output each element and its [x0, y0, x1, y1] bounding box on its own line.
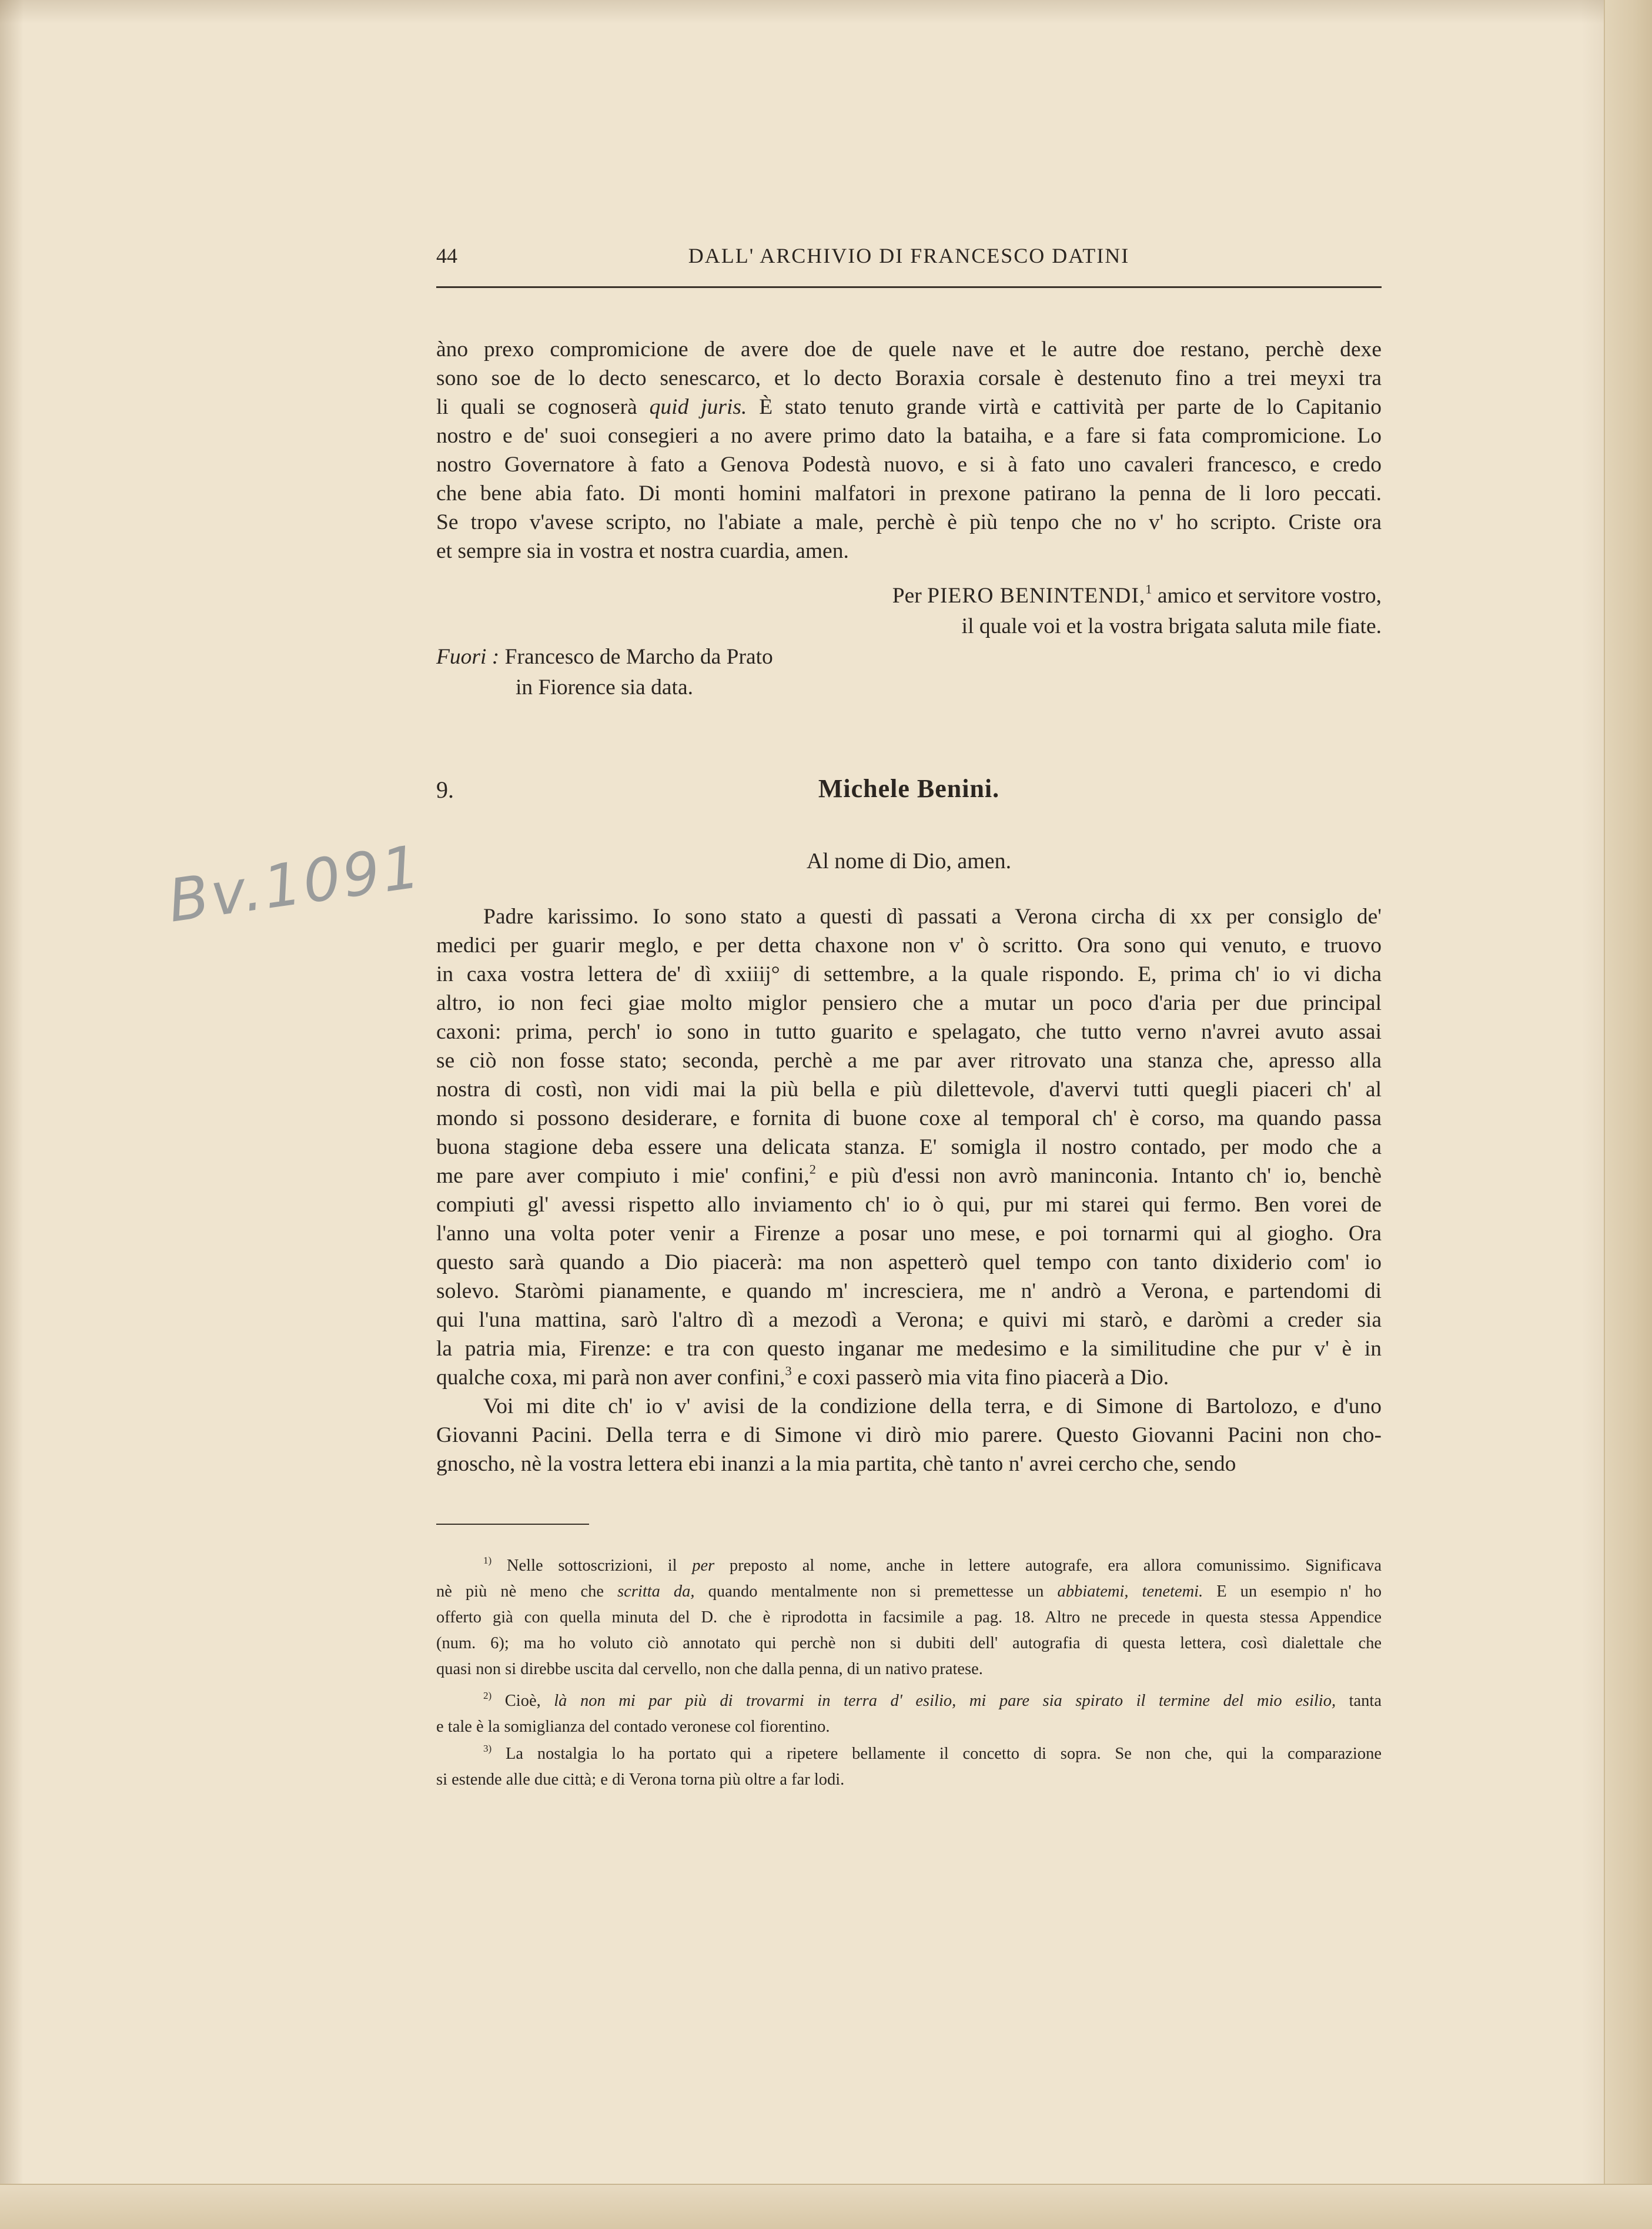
letter8-text — [436, 335, 1382, 565]
letter9-line: se ciò non fosse stato; seconda, perchè a me par aver ritrovato una stanza che, apresso alla — [436, 1049, 1382, 1073]
letter8-line: nostro Governatore à fato a Genova Podestà nuovo, e si à fato uno cavaleri francesco, e credo — [436, 453, 1382, 477]
letter9-line: me pare aver compiuto i mie' confini,$^2$ e più d'essi non avrò maninconia. Intanto ch' io, benchè — [436, 1162, 1382, 1188]
letter9-invocation: Al nome di Dio, amen. — [806, 849, 1012, 873]
footnote1-line: (num. 6); ma ho voluto ciò annotato qui perchè non si dubiti dell' autografia di questa lettera, così dialettale che — [436, 1634, 1382, 1652]
letter9-line: altro, io non feci giae molto miglor pensiero che a mutar un poco d'aria per due principal — [436, 991, 1382, 1015]
letter9-line: caxoni: prima, perch' io sono in tutto guarito e spelagato, che tutto verno n'avrei avuto assai — [436, 1020, 1382, 1044]
letter8-line: che bene abia fato. Di monti homini malfatori in prexone patirano la penna de li loro peccati. — [436, 481, 1382, 506]
letter9-line: Voi mi dite ch' io v' avisi de la condizione della terra, e di Simone di Bartolozo, e d'uno — [483, 1394, 1382, 1418]
letter9-line: qui l'una mattina, sarò l'altro dì a mezodì a Verona; e quivi mi starò, e daròmi a creder sia — [436, 1308, 1382, 1332]
letter8-line: et sempre sia in vostra et nostra cuardia, amen. — [436, 539, 849, 563]
footnote3-line: $^{3)}$ La nostalgia lo ha portato qui a ripetere bellamente il concetto di sopra. Se non che, qui la comparazione — [483, 1743, 1382, 1763]
footnote1-line: $^{1)}$ Nelle sottoscrizioni, il per preposto al nome, anche in lettere autografe, era allora comunissimo. Significava — [483, 1555, 1382, 1575]
letter9-line: questo sarà quando a Dio piacerà: ma non aspetterò quel tempo con tanto dixiderio com' io — [436, 1250, 1382, 1274]
signature-line-1: Per PIERO BENINTENDI,$^1$ amico et servitore vostro, — [892, 581, 1382, 608]
letter9-line: buona stagione deba essere una delicata stanza. E' somigla il nostro contado, per modo che a — [436, 1135, 1382, 1159]
footnote1-line: offerto già con quella minuta del D. che è riprodotta in facsimile a pag. 18. Altro ne precede in questa stessa Appendice — [436, 1608, 1382, 1626]
letter9-line: gnoscho, nè la vostra lettera ebi inanzi a la mia partita, chè tanto n' avrei cercho che, sendo — [436, 1452, 1236, 1476]
footnote1-line: nè più nè meno che scritta da, quando mentalmente non si premettesse un abbiatemi, tenetemi. E un esempio n' ho — [436, 1582, 1382, 1601]
page-header — [436, 243, 1382, 279]
footnote-3 — [436, 1741, 1382, 1793]
running-title: DALL' ARCHIVIO DI FRANCESCO DATINI — [688, 244, 1130, 267]
footnote2-line: $^{2)}$ Cioè, là non mi par più di trovarmi in terra d' esilio, mi pare sia spirato il termine del mio esilio, tanta — [483, 1690, 1382, 1710]
letter9-title: Michele Benini. — [818, 774, 1000, 803]
footnote-2 — [436, 1688, 1382, 1740]
signature-line-2: il quale voi et la vostra brigata saluta mile fiate. — [961, 614, 1382, 638]
letter9-line: mondo si possono desiderare, e fornita di buone coxe al temporal ch' è corso, ma quando passa — [436, 1106, 1382, 1130]
letter9-line: la patria mia, Firenze: e tra con questo inganar me medesimo e la similitudine che pur v' è in — [436, 1337, 1382, 1361]
fuori-label: Fuori : — [436, 645, 500, 669]
letter8-line: nostro e de' suoi consegieri a no avere primo dato la bataiha, e a fare si fata compromicione. Lo — [436, 424, 1382, 448]
header-rule — [436, 286, 1382, 288]
letter8-line: sono soe de lo decto senescarco, et lo decto Boraxia corsale è destenuto fino a trei meyxi tra — [436, 366, 1382, 390]
letter9-number: 9. — [436, 777, 454, 803]
footnote-rule — [436, 1524, 589, 1525]
page-number: 44 — [436, 244, 457, 267]
footnote2-line: e tale è la somiglianza del contado veronese col fiorentino. — [436, 1718, 830, 1736]
page-edge-right — [1604, 0, 1652, 2228]
letter9-line: Giovanni Pacini. Della terra e di Simone vi dirò mio parere. Questo Giovanni Pacini non cho- — [436, 1423, 1382, 1447]
signer-name: PIERO BENINTENDI, — [927, 584, 1146, 608]
letter9-line: qualche coxa, mi parà non aver confini,$^3$ e coxi passerò mia vita fino piacerà a Dio. — [436, 1363, 1169, 1390]
letter8-address: Fuori : Francesco de Marcho da Prato in Fiorence sia data. — [436, 645, 773, 700]
letter9-line: nostra di costì, non vidi mai la più bella e più dilettevole, d'avervi tutti quegli piaceri ch' al — [436, 1077, 1382, 1102]
letter9-text — [436, 902, 1382, 1478]
footnote3-line: si estende alle due città; e di Verona torna più oltre a far lodi. — [436, 1771, 845, 1789]
letter9-line: solevo. Staròmi pianamente, e quando m' incresciera, me n' andrò a Verona, e partendomi di — [436, 1279, 1382, 1303]
letter9-line: medici per guarir meglo, e per detta chaxone non v' ò scritto. Ora sono qui venuto, e truovo — [436, 933, 1382, 958]
letter9-line: in caxa vostra lettera de' dì xxiiij° di settembre, a la quale rispondo. E, prima ch' io vi dicha — [436, 962, 1382, 986]
footnote1-line: quasi non si direbbe uscita dal cervello, non che dalla penna, di un nativo pratese. — [436, 1660, 983, 1678]
marginal-handwritten-note: Bv.1091 — [163, 832, 426, 936]
letter9-line: l'anno una volta poter venir a Firenze a posar uno mese, e poi tornarmi qui al gioghо. Ora — [436, 1221, 1382, 1246]
letter8-line: Se tropo v'avese scripto, no l'abiate a male, perchè è più tenpo che no v' ho scripto. Criste ora — [436, 510, 1382, 534]
letter8-signature — [864, 581, 1382, 642]
letter8-line: àno prexo compromicione de avere doe de quele nave et le autre doe restano, perchè dexe — [436, 337, 1382, 362]
page-edge-bottom — [0, 2184, 1652, 2229]
letter9-line: Padre karissimo. Io sono stato a questi dì passati a Verona circha di xx per consiglo de' — [483, 905, 1382, 929]
footnote-1 — [436, 1553, 1382, 1682]
letter9-line: compiuti gl' avessi rispetto allo inviamento ch' io ò qui, pur mi starei qui fermo. Ben vorei de — [436, 1193, 1382, 1217]
letter8-line: li quali se cognoserà quid juris. È stato tenuto grande virtà e cattività per parte de lo Capitanio — [436, 395, 1382, 419]
